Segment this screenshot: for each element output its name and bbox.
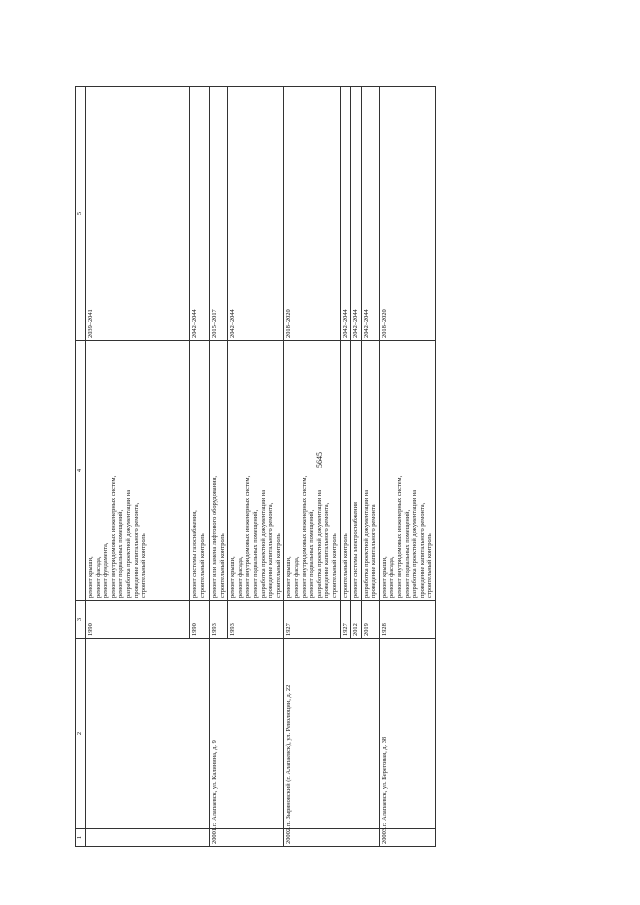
year-cell: 1927 (284, 601, 340, 639)
work-item: проведение капитального ремонта, (323, 502, 331, 598)
work-item: ремонт крыши, (380, 556, 388, 598)
table-row (210, 87, 228, 847)
work-item: разработка проектной документации на (259, 489, 267, 598)
works-cell (379, 341, 435, 601)
works-cell (351, 341, 362, 601)
works-cell (190, 341, 210, 601)
page-number: 5645 (315, 452, 324, 468)
year-cell: 1993 (210, 601, 228, 639)
work-item: разработка проектной документации на (315, 489, 323, 598)
work-item: ремонт подвальных помещений, (117, 509, 125, 598)
work-item: ремонт фасада, (94, 556, 102, 598)
object-number: 20002. (284, 829, 380, 847)
period-cell: 2042–2044 (228, 87, 284, 341)
work-item: разработка проектной документации на (411, 489, 419, 598)
work-item: проведение капитального ремонта, (132, 502, 140, 598)
object-address: г. Алапаевск, ул. Береговая, д. 38 (379, 639, 435, 829)
year-cell: 1990 (86, 601, 190, 639)
header-cell: 3 (76, 601, 86, 639)
work-item: строительный контроль (274, 533, 282, 598)
work-item: ремонт внутридомовых инженерных систем, (109, 475, 117, 598)
work-item: ремонт фасада, (388, 556, 396, 598)
works-cell (284, 341, 340, 601)
table-row (379, 87, 435, 847)
work-item: строительный контроль (341, 533, 349, 598)
work-item: проведение капитального ремонта, (418, 502, 426, 598)
year-cell: 1928 (379, 601, 435, 639)
year-cell: 2019 (361, 601, 379, 639)
works-cell (228, 341, 284, 601)
object-number: 20001. (210, 829, 284, 847)
work-item: ремонт подвальных помещений, (251, 509, 259, 598)
work-item: строительный контроль (330, 533, 338, 598)
work-item: проведение капитального ремонта (370, 504, 378, 598)
work-item: разработка проектной документации на (362, 489, 370, 598)
object-number (86, 829, 210, 847)
work-item: ремонт крыши, (229, 556, 237, 598)
works-cell (361, 341, 379, 601)
work-item: ремонт фасада, (236, 556, 244, 598)
period-cell: 2015–2017 (210, 87, 228, 341)
work-item: строительный контроль (426, 533, 434, 598)
object-address: г. Алапаевск, ул. Калинина, д. 9 (210, 639, 284, 829)
period-cell: 2018–2020 (379, 87, 435, 341)
header-cell: 2 (76, 639, 86, 829)
work-item: ремонт крыши, (285, 556, 293, 598)
header-cell: 1 (76, 829, 86, 847)
table-body (86, 87, 436, 847)
work-item: ремонт внутридомовых инженерных систем, (244, 475, 252, 598)
year-cell: 2012 (351, 601, 362, 639)
period-cell: 2042–2044 (340, 87, 351, 341)
header-cell: 5 (76, 87, 86, 341)
work-item: разработка проектной документации на (124, 489, 132, 598)
period-cell: 2018–2020 (284, 87, 340, 341)
year-cell: 1993 (228, 601, 284, 639)
object-address (86, 639, 210, 829)
works-cell (210, 341, 228, 601)
work-item: строительный контроль (140, 533, 148, 598)
table-row (86, 87, 190, 847)
work-item: ремонт системы электроснабжения (352, 502, 360, 598)
work-item: ремонт крыши, (87, 556, 94, 598)
work-item: ремонт или замена лифтового оборудования, (211, 475, 218, 598)
year-cell: 1927 (340, 601, 351, 639)
work-item: строительный контроль (198, 533, 206, 598)
period-cell: 2042–2044 (351, 87, 362, 341)
table-row (284, 87, 340, 847)
object-address: п. Зыряновский (г. Алапаевск), ул. Революции, д. 22 (284, 639, 380, 829)
work-item: строительный контроль (218, 533, 226, 598)
year-cell: 1990 (190, 601, 210, 639)
object-number: 20003. (379, 829, 435, 847)
work-item: проведение капитального ремонта, (267, 502, 275, 598)
work-item: ремонт фундамента, (102, 542, 110, 598)
work-item: ремонт внутридомовых инженерных систем, (396, 475, 404, 598)
work-item: ремонт системы газоснабжения, (191, 510, 198, 598)
header-cell: 4 (76, 341, 86, 601)
works-cell (86, 341, 190, 601)
work-item: ремонт подвальных помещений, (308, 509, 316, 598)
rotated-table-area (75, 87, 580, 847)
period-cell: 2039–2041 (86, 87, 190, 341)
period-cell: 2042–2044 (361, 87, 379, 341)
work-item: ремонт фасада, (292, 556, 300, 598)
work-item: ремонт подвальных помещений, (403, 509, 411, 598)
table-stage (75, 87, 580, 847)
period-cell: 2042–2044 (190, 87, 210, 341)
works-cell (340, 341, 351, 601)
repair-schedule-table (75, 86, 436, 847)
header-row (76, 87, 86, 847)
work-item: ремонт внутридомовых инженерных систем, (300, 475, 308, 598)
